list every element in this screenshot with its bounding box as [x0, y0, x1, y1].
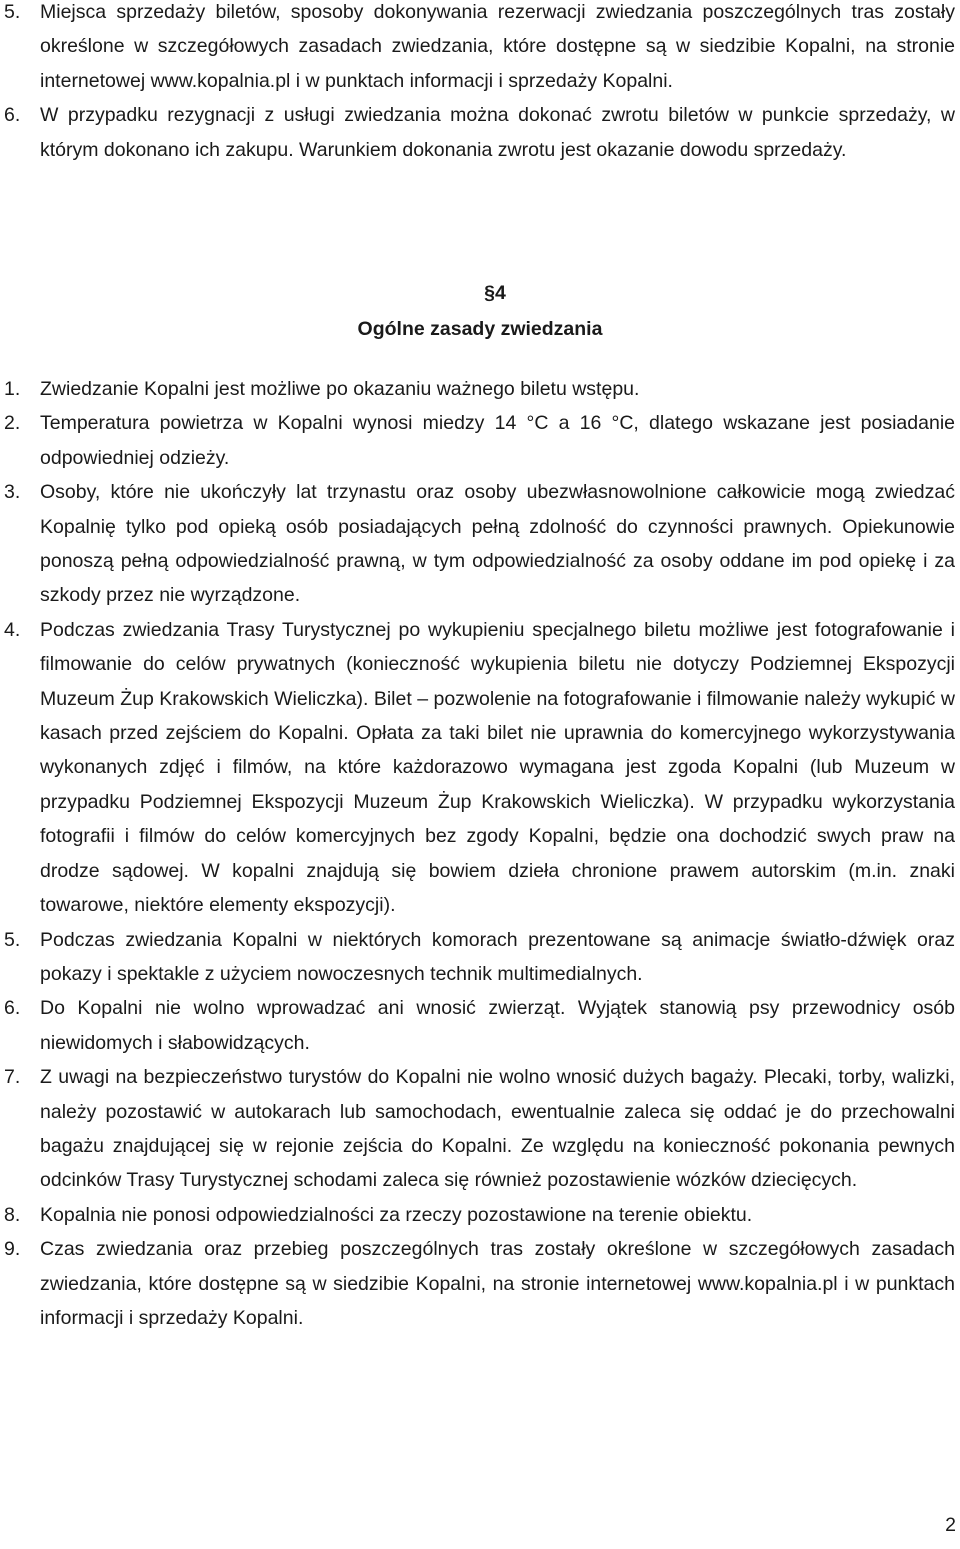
list-item — [0, 0, 960, 98]
item-number: 9. — [4, 1238, 21, 1261]
list-item — [0, 991, 960, 1060]
item-text: Temperatura powietrza w Kopalni wynosi miedzy 14 °C a 16 °C, dlatego wskazane jest posiadanie odpowiedniej odzieży. — [40, 412, 955, 469]
item-text: Osoby, które nie ukończyły lat trzynastu oraz osoby ubezwłasnowolnione całkowicie mogą zwiedzać Kopalnię tylko pod opieką osób posiadających pełną zdolność do czynności prawnych. Opiekunowie ponoszą pełną odpowiedzialność prawną, w tym odpowiedzialność za osoby oddane im pod opiekę i za szkody przez nie wyrządzone. — [40, 481, 955, 607]
item-number: 4. — [4, 618, 21, 641]
item-number: 5. — [4, 1, 21, 23]
item-text: Czas zwiedzania oraz przebieg poszczególnych tras zostały określone w szczegółowych zasadach zwiedzania, które dostępne są w siedzibie Kopalni, na stronie internetowej www.kopalnia.pl i w punktach informacji i sprzedaży Kopalni. — [40, 1238, 955, 1329]
list-item — [0, 613, 960, 923]
list-item — [0, 372, 960, 406]
item-number: 6. — [4, 104, 21, 127]
list-item — [0, 1232, 960, 1335]
list-item — [0, 1198, 960, 1232]
item-number: 5. — [4, 928, 21, 951]
item-text: Do Kopalni nie wolno wprowadzać ani wnosić zwierząt. Wyjątek stanowią psy przewodnicy osób niewidomych i słabowidzących. — [40, 997, 955, 1054]
item-number: 8. — [4, 1203, 21, 1226]
item-text: Miejsca sprzedaży biletów, sposoby dokonywania rezerwacji zwiedzania poszczególnych tras zostały określone w szczegółowych zasadach zwiedzania, które dostępne są w siedzibie Kopalni, na stronie internetowej www.kopalnia.pl i w punktach informacji i sprzedaży Kopalni. — [40, 1, 955, 92]
section-heading — [0, 275, 960, 347]
item-number: 2. — [4, 412, 21, 435]
item-number: 1. — [4, 378, 21, 400]
item-number: 6. — [4, 997, 21, 1020]
item-text: Podczas zwiedzania Kopalni w niektórych komorach prezentowane są animacje światło-dźwięk oraz pokazy i spektakle z użyciem nowoczesnych technik multimedialnych. — [40, 928, 955, 985]
page-number: 2 — [945, 1514, 956, 1536]
previous-section-list — [0, 0, 960, 167]
item-text: Podczas zwiedzania Trasy Turystycznej po wykupieniu specjalnego biletu możliwe jest fotografowanie i filmowanie do celów prywatnych (konieczność wykupienia biletu nie dotyczy Podziemnej Ekspozycji Muzeum Żup Krakowskich Wieliczka). Bilet – pozwolenie na fotografowanie i filmowanie należy wykupić w kasach przed zejściem do Kopalni. Opłata za taki bilet nie uprawnia do komercyjnego wykorzystywania wykonanych zdjęć i filmów, na które każdorazowo wymagana jest zgoda Kopalni (lub Muzeum w przypadku Podziemnej Ekspozycji Muzeum Żup Krakowskich Wieliczka). W przypadku wykorzystania fotografii i filmów do celów komercyjnych bez zgody Kopalni, będzie ona dochodzić swych praw na drodze sądowej. W kopalni znajdują się bowiem dzieła chronione prawem autorskim (m.in. znaki towarowe, niektóre elementy ekspozycji). — [40, 618, 955, 917]
item-number: 3. — [4, 481, 21, 504]
section-title: Ogólne zasady zwiedzania — [357, 318, 603, 340]
list-item — [0, 475, 960, 613]
item-text: W przypadku rezygnacji z usługi zwiedzania można dokonać zwrotu biletów w punkcie sprzedaży, w którym dokonano ich zakupu. Warunkiem dokonania zwrotu jest okazanie dowodu sprzedaży. — [40, 104, 955, 161]
list-item — [0, 923, 960, 992]
list-item — [0, 1060, 960, 1198]
item-text: Kopalnia nie ponosi odpowiedzialności za rzeczy pozostawione na terenie obiektu. — [40, 1203, 753, 1226]
rules-list — [0, 372, 960, 1335]
item-text: Z uwagi na bezpieczeństwo turystów do Kopalni nie wolno wnosić dużych bagaży. Plecaki, torby, walizki, należy pozostawić w autokarach lub samochodach, ewentualnie zaleca się oddać je do przechowalni bagażu znajdującej się w rejonie zejścia do Kopalni. Ze względu na konieczność pokonania pewnych odcinków Trasy Turystycznej schodami zaleca się również pozostawienie wózków dziecięcych. — [40, 1066, 955, 1192]
list-item — [0, 98, 960, 167]
list-item — [0, 406, 960, 475]
item-number: 7. — [4, 1066, 21, 1089]
item-text: Zwiedzanie Kopalni jest możliwe po okazaniu ważnego biletu wstępu. — [40, 378, 640, 400]
section-number: §4 — [484, 282, 506, 304]
